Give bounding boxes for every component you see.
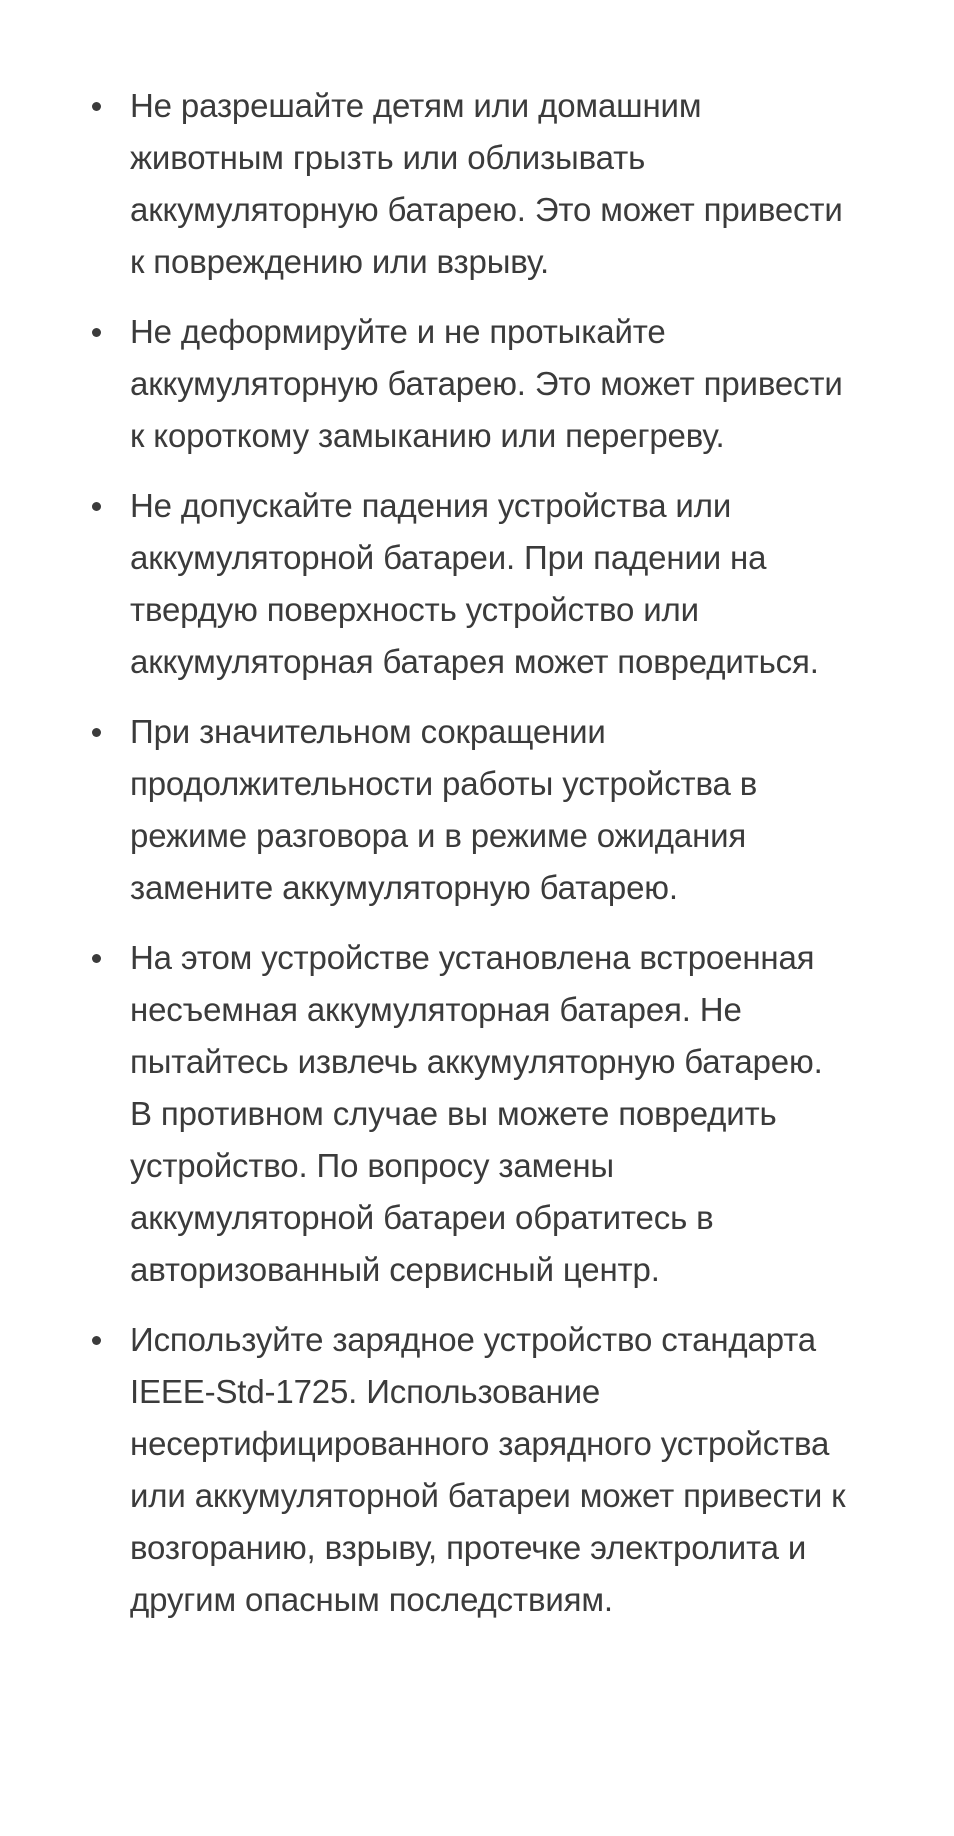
text-line: аккумуляторную батарею. Это может привести bbox=[130, 365, 843, 402]
text-line: несертифицированного зарядного устройства bbox=[130, 1425, 830, 1462]
bullet-item-no-chewing bbox=[86, 80, 886, 288]
text-line: IEEE-Std-1725. Использование bbox=[130, 1373, 601, 1410]
bullet-item-no-deforming bbox=[86, 306, 886, 462]
text-line: или аккумуляторной батареи может привести к bbox=[130, 1477, 846, 1514]
text-line: продолжительности работы устройства в bbox=[130, 765, 758, 802]
text-line: Не допускайте падения устройства или bbox=[130, 487, 732, 524]
safety-bullet-list bbox=[86, 80, 886, 1644]
bullet-text bbox=[130, 706, 886, 914]
bullet-dot-icon bbox=[92, 1336, 101, 1345]
text-line: несъемная аккумуляторная батарея. Не bbox=[130, 991, 742, 1028]
bullet-dot-icon bbox=[92, 728, 101, 737]
bullet-item-charger-standard bbox=[86, 1314, 886, 1626]
text-line: к повреждению или взрыву. bbox=[130, 243, 550, 280]
text-line: аккумуляторная батарея может повредиться. bbox=[130, 643, 819, 680]
bullet-dot-icon bbox=[92, 328, 101, 337]
bullet-dot-icon bbox=[92, 102, 101, 111]
bullet-item-built-in-battery bbox=[86, 932, 886, 1296]
bullet-text bbox=[130, 306, 886, 462]
text-line: В противном случае вы можете повредить bbox=[130, 1095, 777, 1132]
text-line: Используйте зарядное устройство стандарта bbox=[130, 1321, 816, 1358]
text-line: режиме разговора и в режиме ожидания bbox=[130, 817, 747, 854]
bullet-text bbox=[130, 480, 886, 688]
text-line: пытайтесь извлечь аккумуляторную батарею. bbox=[130, 1043, 823, 1080]
text-line: При значительном сокращении bbox=[130, 713, 606, 750]
bullet-item-replace-battery bbox=[86, 706, 886, 914]
text-line: Не разрешайте детям или домашним bbox=[130, 87, 702, 124]
text-line: устройство. По вопросу замены bbox=[130, 1147, 614, 1184]
text-line: аккумуляторной батареи. При падении на bbox=[130, 539, 767, 576]
bullet-item-no-dropping bbox=[86, 480, 886, 688]
text-line: авторизованный сервисный центр. bbox=[130, 1251, 660, 1288]
text-line: животным грызть или облизывать bbox=[130, 139, 646, 176]
text-line: Не деформируйте и не протыкайте bbox=[130, 313, 666, 350]
text-line: к короткому замыканию или перегреву. bbox=[130, 417, 725, 454]
text-line: другим опасным последствиям. bbox=[130, 1581, 613, 1618]
text-line: замените аккумуляторную батарею. bbox=[130, 869, 678, 906]
bullet-text bbox=[130, 1314, 886, 1626]
bullet-dot-icon bbox=[92, 954, 101, 963]
text-line: возгоранию, взрыву, протечке электролита и bbox=[130, 1529, 807, 1566]
bullet-dot-icon bbox=[92, 502, 101, 511]
text-line: аккумуляторную батарею. Это может привести bbox=[130, 191, 843, 228]
text-line: На этом устройстве установлена встроенная bbox=[130, 939, 815, 976]
text-line: аккумуляторной батареи обратитесь в bbox=[130, 1199, 714, 1236]
bullet-text bbox=[130, 932, 886, 1296]
text-line: твердую поверхность устройство или bbox=[130, 591, 699, 628]
bullet-text bbox=[130, 80, 886, 288]
